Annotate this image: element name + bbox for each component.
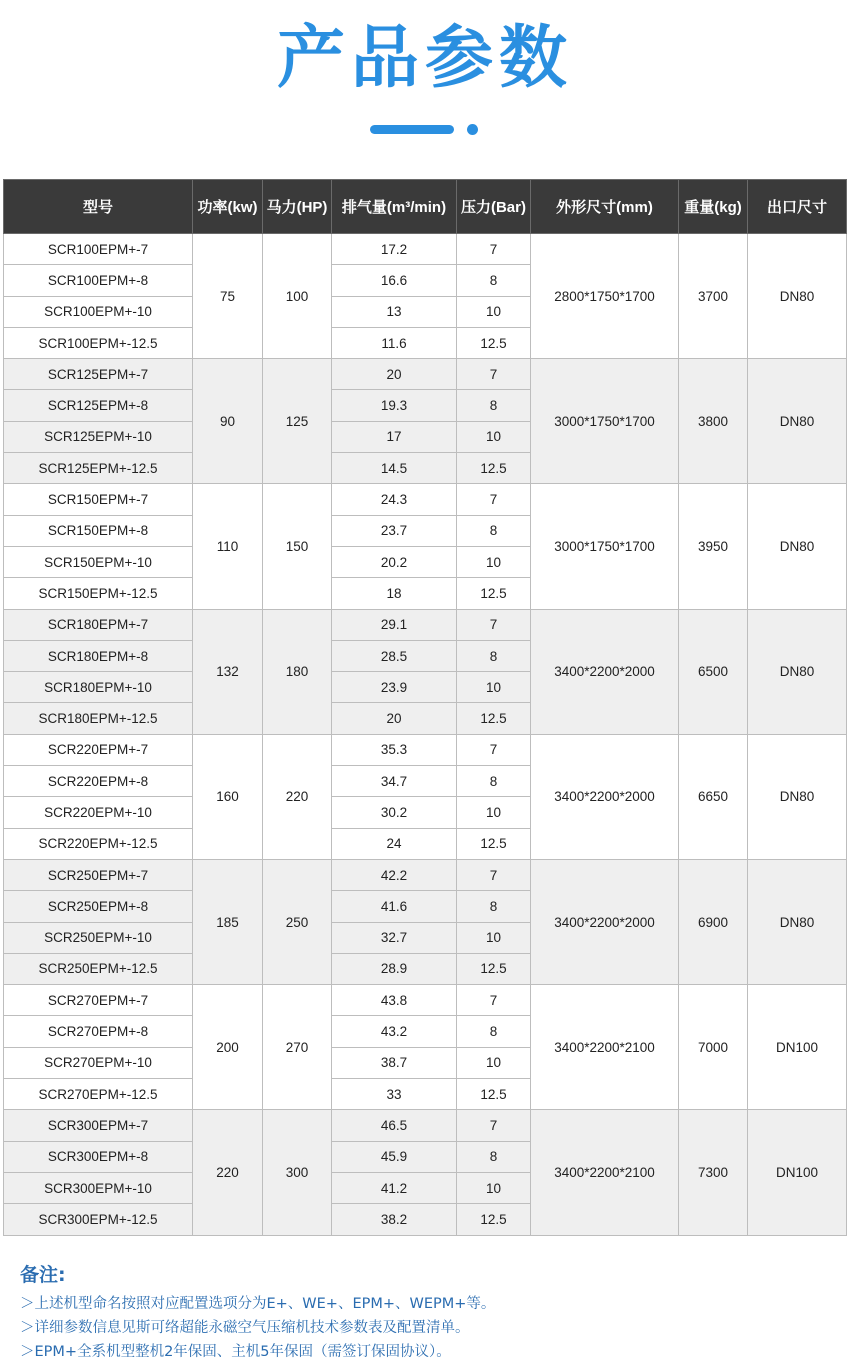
model-cell: SCR150EPM+-10 <box>4 546 193 577</box>
model-cell: SCR270EPM+-12.5 <box>4 1079 193 1110</box>
pressure-cell: 12.5 <box>457 953 531 984</box>
pressure-cell: 10 <box>457 296 531 327</box>
air-flow-cell: 43.8 <box>332 985 457 1016</box>
model-cell: SCR220EPM+-8 <box>4 766 193 797</box>
model-cell: SCR180EPM+-7 <box>4 609 193 640</box>
model-cell: SCR150EPM+-8 <box>4 515 193 546</box>
model-cell: SCR270EPM+-7 <box>4 985 193 1016</box>
model-cell: SCR250EPM+-8 <box>4 891 193 922</box>
page-title: 产品参数 <box>276 19 573 98</box>
pressure-cell: 12.5 <box>457 828 531 859</box>
model-cell: SCR270EPM+-8 <box>4 1016 193 1047</box>
outlet-cell: DN100 <box>748 985 847 1110</box>
power-cell: 185 <box>193 859 263 984</box>
model-cell: SCR250EPM+-7 <box>4 859 193 890</box>
header-dimensions: 外形尺寸(mm) <box>531 180 679 234</box>
model-cell: SCR100EPM+-12.5 <box>4 327 193 358</box>
air-flow-cell: 33 <box>332 1079 457 1110</box>
air-flow-cell: 46.5 <box>332 1110 457 1141</box>
dimensions-cell: 3400*2200*2000 <box>531 734 679 859</box>
note-line: ＞上述机型命名按照对应配置选项分为E+、WE+、EPM+、WEPM+等。 <box>20 1296 496 1312</box>
header-air-flow: 排气量(m³/min) <box>332 180 457 234</box>
pressure-cell: 12.5 <box>457 1079 531 1110</box>
weight-cell: 6650 <box>679 734 748 859</box>
power-cell: 132 <box>193 609 263 734</box>
outlet-cell: DN80 <box>748 484 847 609</box>
weight-cell: 6500 <box>679 609 748 734</box>
air-flow-cell: 23.7 <box>332 515 457 546</box>
model-cell: SCR300EPM+-8 <box>4 1141 193 1172</box>
model-cell: SCR100EPM+-7 <box>4 234 193 265</box>
model-cell: SCR180EPM+-12.5 <box>4 703 193 734</box>
pressure-cell: 7 <box>457 859 531 890</box>
pressure-cell: 8 <box>457 1141 531 1172</box>
model-cell: SCR125EPM+-10 <box>4 421 193 452</box>
model-cell: SCR250EPM+-10 <box>4 922 193 953</box>
pressure-cell: 10 <box>457 546 531 577</box>
header-outlet: 出口尺寸 <box>748 180 847 234</box>
air-flow-cell: 11.6 <box>332 327 457 358</box>
power-cell: 75 <box>193 234 263 359</box>
power-cell: 200 <box>193 985 263 1110</box>
pressure-cell: 7 <box>457 1110 531 1141</box>
model-cell: SCR125EPM+-8 <box>4 390 193 421</box>
air-flow-cell: 34.7 <box>332 766 457 797</box>
title-underline-bar <box>370 125 454 134</box>
header-power: 功率(kw) <box>193 180 263 234</box>
weight-cell: 3700 <box>679 234 748 359</box>
table-row <box>4 359 847 390</box>
table-row <box>4 734 847 765</box>
model-cell: SCR150EPM+-12.5 <box>4 578 193 609</box>
air-flow-cell: 45.9 <box>332 1141 457 1172</box>
power-cell: 90 <box>193 359 263 484</box>
model-cell: SCR180EPM+-8 <box>4 640 193 671</box>
model-cell: SCR180EPM+-10 <box>4 672 193 703</box>
horsepower-cell: 125 <box>263 359 332 484</box>
model-cell: SCR100EPM+-8 <box>4 265 193 296</box>
pressure-cell: 7 <box>457 609 531 640</box>
air-flow-cell: 14.5 <box>332 453 457 484</box>
pressure-cell: 12.5 <box>457 327 531 358</box>
title-underline-dot <box>467 124 478 135</box>
pressure-cell: 12.5 <box>457 578 531 609</box>
horsepower-cell: 180 <box>263 609 332 734</box>
air-flow-cell: 42.2 <box>332 859 457 890</box>
model-cell: SCR220EPM+-10 <box>4 797 193 828</box>
note-line: ＞详细参数信息见斯可络超能永磁空气压缩机技术参数表及配置清单。 <box>20 1320 470 1336</box>
outlet-cell: DN80 <box>748 859 847 984</box>
pressure-cell: 10 <box>457 797 531 828</box>
table-row <box>4 609 847 640</box>
horsepower-cell: 150 <box>263 484 332 609</box>
model-cell: SCR270EPM+-10 <box>4 1047 193 1078</box>
pressure-cell: 8 <box>457 515 531 546</box>
model-cell: SCR220EPM+-7 <box>4 734 193 765</box>
power-cell: 220 <box>193 1110 263 1235</box>
weight-cell: 3950 <box>679 484 748 609</box>
horsepower-cell: 250 <box>263 859 332 984</box>
weight-cell: 7000 <box>679 985 748 1110</box>
spec-table <box>3 179 847 1236</box>
air-flow-cell: 24.3 <box>332 484 457 515</box>
air-flow-cell: 35.3 <box>332 734 457 765</box>
outlet-cell: DN80 <box>748 234 847 359</box>
table-row <box>4 859 847 890</box>
dimensions-cell: 3400*2200*2100 <box>531 985 679 1110</box>
outlet-cell: DN100 <box>748 1110 847 1235</box>
air-flow-cell: 13 <box>332 296 457 327</box>
pressure-cell: 7 <box>457 359 531 390</box>
pressure-cell: 10 <box>457 1172 531 1203</box>
horsepower-cell: 300 <box>263 1110 332 1235</box>
header-weight: 重量(kg) <box>679 180 748 234</box>
model-cell: SCR300EPM+-12.5 <box>4 1204 193 1235</box>
outlet-cell: DN80 <box>748 734 847 859</box>
pressure-cell: 7 <box>457 234 531 265</box>
pressure-cell: 8 <box>457 640 531 671</box>
pressure-cell: 12.5 <box>457 453 531 484</box>
pressure-cell: 8 <box>457 1016 531 1047</box>
air-flow-cell: 29.1 <box>332 609 457 640</box>
weight-cell: 6900 <box>679 859 748 984</box>
table-row <box>4 234 847 265</box>
table-row <box>4 484 847 515</box>
table-row <box>4 985 847 1016</box>
dimensions-cell: 3000*1750*1700 <box>531 484 679 609</box>
pressure-cell: 10 <box>457 922 531 953</box>
dimensions-cell: 3400*2200*2000 <box>531 859 679 984</box>
air-flow-cell: 28.9 <box>332 953 457 984</box>
power-cell: 110 <box>193 484 263 609</box>
air-flow-cell: 20 <box>332 359 457 390</box>
pressure-cell: 8 <box>457 891 531 922</box>
horsepower-cell: 220 <box>263 734 332 859</box>
pressure-cell: 7 <box>457 734 531 765</box>
pressure-cell: 10 <box>457 421 531 452</box>
weight-cell: 3800 <box>679 359 748 484</box>
pressure-cell: 8 <box>457 265 531 296</box>
pressure-cell: 7 <box>457 484 531 515</box>
pressure-cell: 10 <box>457 672 531 703</box>
air-flow-cell: 41.6 <box>332 891 457 922</box>
model-cell: SCR300EPM+-10 <box>4 1172 193 1203</box>
model-cell: SCR300EPM+-7 <box>4 1110 193 1141</box>
power-cell: 160 <box>193 734 263 859</box>
air-flow-cell: 19.3 <box>332 390 457 421</box>
air-flow-cell: 20 <box>332 703 457 734</box>
pressure-cell: 7 <box>457 985 531 1016</box>
model-cell: SCR125EPM+-12.5 <box>4 453 193 484</box>
pressure-cell: 12.5 <box>457 703 531 734</box>
air-flow-cell: 38.2 <box>332 1204 457 1235</box>
pressure-cell: 8 <box>457 390 531 421</box>
air-flow-cell: 32.7 <box>332 922 457 953</box>
air-flow-cell: 43.2 <box>332 1016 457 1047</box>
air-flow-cell: 16.6 <box>332 265 457 296</box>
air-flow-cell: 17 <box>332 421 457 452</box>
air-flow-cell: 30.2 <box>332 797 457 828</box>
dimensions-cell: 3000*1750*1700 <box>531 359 679 484</box>
model-cell: SCR150EPM+-7 <box>4 484 193 515</box>
dimensions-cell: 3400*2200*2000 <box>531 609 679 734</box>
pressure-cell: 10 <box>457 1047 531 1078</box>
model-cell: SCR100EPM+-10 <box>4 296 193 327</box>
table-header-row <box>4 180 847 234</box>
header-model: 型号 <box>4 180 193 234</box>
horsepower-cell: 100 <box>263 234 332 359</box>
table-row <box>4 1110 847 1141</box>
table-body <box>4 234 847 1236</box>
air-flow-cell: 17.2 <box>332 234 457 265</box>
weight-cell: 7300 <box>679 1110 748 1235</box>
model-cell: SCR220EPM+-12.5 <box>4 828 193 859</box>
header-horsepower: 马力(HP) <box>263 180 332 234</box>
air-flow-cell: 20.2 <box>332 546 457 577</box>
dimensions-cell: 2800*1750*1700 <box>531 234 679 359</box>
model-cell: SCR250EPM+-12.5 <box>4 953 193 984</box>
notes-title: 备注: <box>20 1264 66 1286</box>
outlet-cell: DN80 <box>748 609 847 734</box>
pressure-cell: 12.5 <box>457 1204 531 1235</box>
header-pressure: 压力(Bar) <box>457 180 531 234</box>
outlet-cell: DN80 <box>748 359 847 484</box>
dimensions-cell: 3400*2200*2100 <box>531 1110 679 1235</box>
horsepower-cell: 270 <box>263 985 332 1110</box>
air-flow-cell: 24 <box>332 828 457 859</box>
air-flow-cell: 38.7 <box>332 1047 457 1078</box>
air-flow-cell: 28.5 <box>332 640 457 671</box>
air-flow-cell: 18 <box>332 578 457 609</box>
model-cell: SCR125EPM+-7 <box>4 359 193 390</box>
air-flow-cell: 23.9 <box>332 672 457 703</box>
air-flow-cell: 41.2 <box>332 1172 457 1203</box>
pressure-cell: 8 <box>457 766 531 797</box>
note-line: ＞EPM+全系机型整机2年保固、主机5年保固（需签订保固协议）。 <box>20 1344 451 1360</box>
